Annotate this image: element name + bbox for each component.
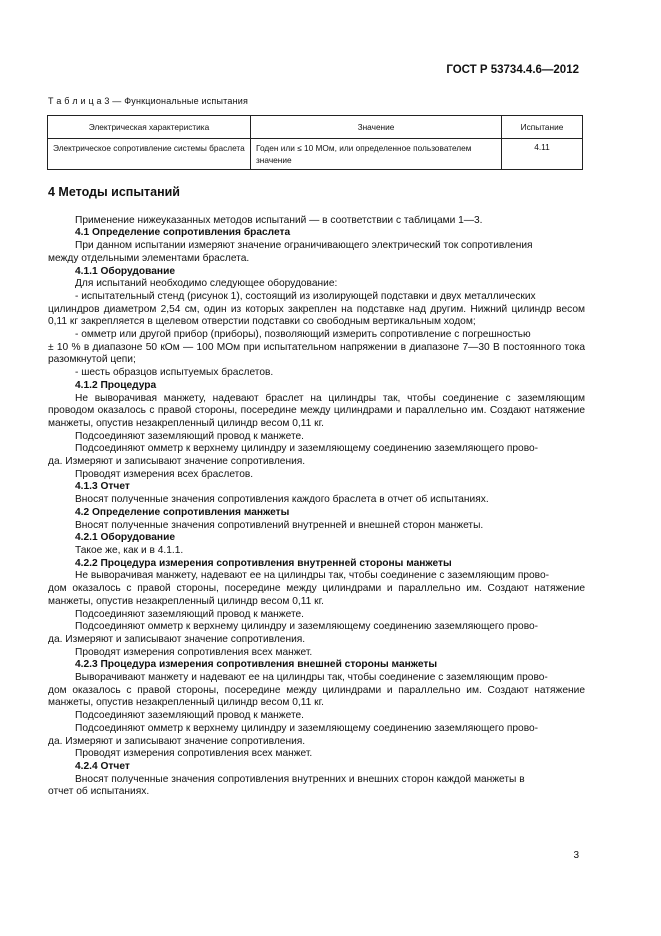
list-item: - шесть образцов испытуемых браслетов. (75, 367, 274, 379)
paragraph: Не выворачивая манжету, надевают ее на цилиндры так, чтобы соединение с заземляющим прово- (75, 570, 550, 582)
table-row (48, 139, 583, 170)
table-header-cell: Значение (251, 116, 502, 139)
paragraph: дом оказалось с правой стороны, посередине между цилиндрами и параллельно им. Создают натяжение манжеты, опустив незакрепленный цилиндр весом 0,11 кг. (48, 684, 585, 709)
table-cell: Годен или ≤ 10 МОм, или определенное пользователем значение (251, 139, 502, 170)
subsection-title: 4.2.1 Оборудование (75, 532, 175, 544)
paragraph: между отдельными элементами браслета. (48, 252, 250, 264)
list-item: - испытательный стенд (рисунок 1), состоящий из изолирующей подставки и двух металлических (75, 290, 536, 302)
subsection-title: 4.2.4 Отчет (75, 760, 130, 772)
subsection-title: 4.1.2 Процедура (75, 379, 157, 391)
paragraph: Проводят измерения сопротивления всех манжет. (75, 646, 313, 658)
paragraph: Проводят измерения всех браслетов. (75, 468, 254, 480)
list-item: - омметр или другой прибор (приборы), позволяющий измерить сопротивление с погрешностью (75, 329, 531, 341)
document-code: ГОСТ Р 53734.4.6—2012 (446, 64, 579, 76)
paragraph: При данном испытании измеряют значение ограничивающего электрический ток сопротивления (75, 240, 533, 252)
paragraph: дом оказалось с правой стороны, посередине между цилиндрами и параллельно им. Создают натяжение манжеты, опустив незакрепленный цилиндр весом 0,11 кг. (48, 583, 585, 607)
table-cell: Электрическое сопротивление системы браслета (48, 139, 251, 170)
paragraph: Проводят измерения сопротивления всех манжет. (75, 748, 313, 760)
page-number: 3 (573, 850, 579, 861)
paragraph: Подсоединяют омметр к верхнему цилиндру и заземляющему соединению заземляющего прово- (75, 722, 539, 734)
paragraph: да. Измеряют и записывают значение сопротивления. (48, 456, 306, 468)
paragraph: отчет об испытаниях. (48, 786, 150, 798)
table-header-cell: Испытание (502, 116, 583, 139)
table-cell: 4.11 (502, 139, 583, 170)
paragraph: Не выворачивая манжету, надевают браслет на цилиндры так, чтобы соединение с заземляющим проводом оказалось с правой стороны, посередине между цилиндрами и параллельно им. Создают натяжение манжеты, опустив незакрепленный цилиндр весом 0,11 кг. (48, 392, 585, 429)
paragraph: Для испытаний необходимо следующее оборудование: (75, 278, 338, 290)
paragraph: Подсоединяют омметр к верхнему цилиндру и заземляющему соединению заземляющего прово- (75, 621, 539, 633)
paragraph: цилиндров диаметром 2,54 см, один из которых закреплен на подставке над другим. Нижний цилиндр весом 0,11 кг закрепляется в щелевом отверстии подставки со свободным вертикальным ходом; (48, 303, 585, 328)
section-title: 4 Методы испытаний (48, 185, 180, 199)
paragraph: Такое же, как и в 4.1.1. (75, 544, 184, 556)
paragraph: Подсоединяют заземляющий провод к манжете. (75, 430, 304, 442)
table-caption: Т а б л и ц а 3 — Функциональные испытания (48, 96, 249, 106)
table-header-cell: Электрическая характеристика (48, 116, 251, 139)
paragraph: да. Измеряют и записывают значение сопротивления. (48, 735, 306, 747)
paragraph: ± 10 % в диапазоне 50 кОм — 100 МОм при испытательном напряжении в диапазоне 7—30 В постоянного тока разомкнутой цепи; (48, 341, 585, 366)
paragraph: Вносят полученные значения сопротивления внутренних и внешних сторон каждой манжеты в (75, 773, 525, 785)
paragraph: Вносят полученные значения сопротивления каждого браслета в отчет об испытаниях. (75, 494, 489, 506)
table-header-row (48, 116, 583, 139)
paragraph: да. Измеряют и записывают значение сопротивления. (48, 633, 306, 645)
subsection-title: 4.2.2 Процедура измерения сопротивления внутренней стороны манжеты (75, 557, 452, 569)
functional-tests-table (47, 115, 583, 170)
paragraph: Подсоединяют заземляющий провод к манжете. (75, 608, 304, 620)
paragraph: Вносят полученные значения сопротивлений внутренней и внешней сторон манжеты. (75, 519, 484, 531)
paragraph: Подсоединяют заземляющий провод к манжете. (75, 710, 304, 722)
paragraph: Выворачивают манжету и надевают ее на цилиндры так, чтобы соединение с заземляющим прово- (75, 672, 548, 684)
subsection-title: 4.2.3 Процедура измерения сопротивления внешней стороны манжеты (75, 659, 438, 671)
paragraph: Применение нижеуказанных методов испытаний — в соответствии с таблицами 1—3. (75, 214, 483, 226)
subsection-title: 4.1.1 Оборудование (75, 265, 175, 277)
subsection-title: 4.1 Определение сопротивления браслета (75, 227, 291, 239)
subsection-title: 4.2 Определение сопротивления манжеты (75, 506, 290, 518)
subsection-title: 4.1.3 Отчет (75, 481, 130, 493)
paragraph: Подсоединяют омметр к верхнему цилиндру и заземляющему соединению заземляющего прово- (75, 443, 539, 455)
document-body (48, 180, 585, 799)
